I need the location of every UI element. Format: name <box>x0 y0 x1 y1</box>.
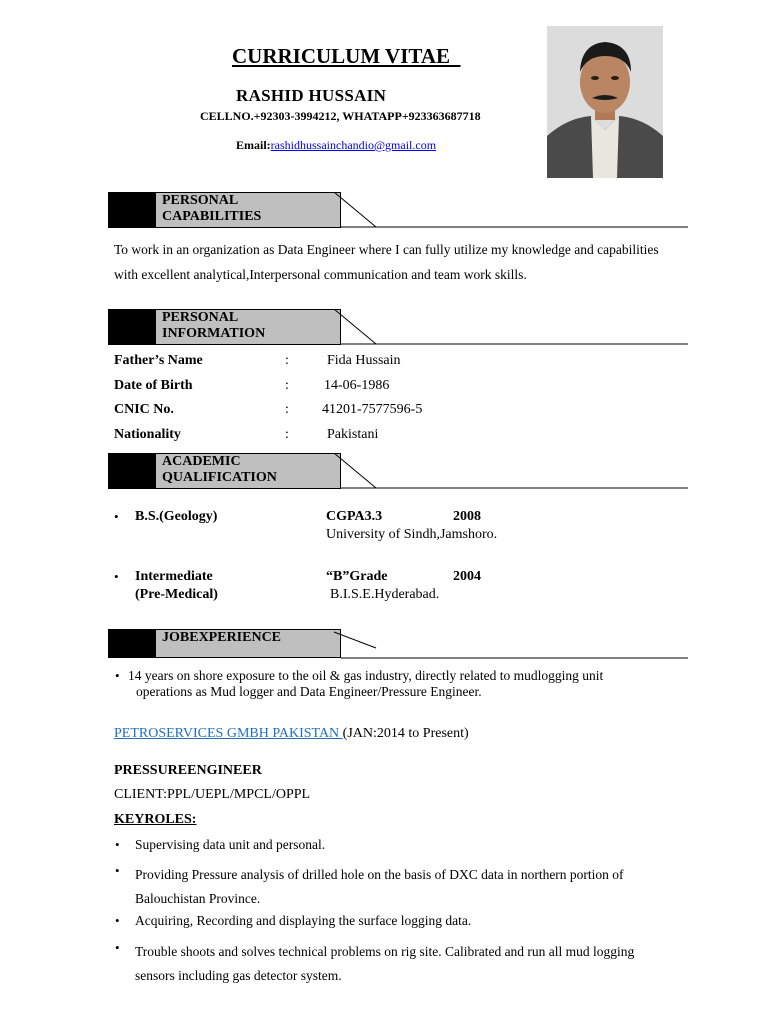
section-header-information <box>108 309 688 345</box>
job-role: PRESSUREENGINEER <box>114 763 262 778</box>
email-label: Email: <box>236 138 271 152</box>
academic-grade: CGPA3.3 <box>326 509 383 524</box>
employment-period: (JAN:2014 to Present) <box>342 726 469 741</box>
info-value: 41201-7577596-5 <box>322 402 423 417</box>
company-link[interactable]: PETROSERVICES GMBH PAKISTAN <box>114 726 343 741</box>
academic-grade: “B”Grade <box>326 569 388 584</box>
role-item: Acquiring, Recording and displaying the surface logging data. <box>135 913 472 928</box>
info-row-dob <box>114 378 674 398</box>
contact-email <box>236 138 436 153</box>
bullet-icon: • <box>115 668 120 683</box>
info-value: Fida Hussain <box>327 353 401 368</box>
bullet-icon: • <box>115 913 120 928</box>
info-value: 14-06-1986 <box>324 378 390 393</box>
cv-title: CURRICULUM VITAE <box>232 44 461 68</box>
section-divider <box>108 629 688 659</box>
profile-photo <box>547 26 663 178</box>
info-row-nationality <box>114 427 674 447</box>
bullet-icon: • <box>114 569 119 584</box>
section-divider <box>108 192 688 228</box>
role-item: Supervising data unit and personal. <box>135 837 326 852</box>
info-separator: : <box>285 378 289 393</box>
section-header-academic <box>108 453 688 489</box>
section-title: JOBEXPERIENCE <box>162 630 282 645</box>
candidate-name: RASHID HUSSAIN <box>236 86 387 105</box>
contact-phone: CELLNO.+92303-3994212, WHATAPP+923363687718 <box>200 109 481 123</box>
info-separator: : <box>285 353 289 368</box>
job-client: CLIENT:PPL/UEPL/MPCL/OPPL <box>114 787 311 802</box>
info-row-cnic <box>114 402 674 422</box>
section-title: PERSONAL INFORMATION <box>162 310 266 341</box>
info-label: Father’s Name <box>114 353 203 368</box>
academic-year: 2008 <box>453 509 481 524</box>
info-label: Date of Birth <box>114 378 193 393</box>
capabilities-paragraph: To work in an organization as Data Engineer where I can fully utilize my knowledge and capabilities with excellent analytical,Interpersonal communication and team work skills. <box>114 242 659 282</box>
info-label: CNIC No. <box>114 402 174 417</box>
section-divider <box>108 309 688 345</box>
academic-institute: B.I.S.E.Hyderabad. <box>330 587 440 602</box>
section-title: PERSONAL CAPABILITIES <box>162 193 262 224</box>
section-header-experience <box>108 629 688 659</box>
bullet-icon: • <box>115 863 120 878</box>
role-item: Trouble shoots and solves technical problems on rig site. Calibrated and run all mud logging sensors including gas detector system. <box>135 944 635 983</box>
section-title: ACADEMIC QUALIFICATION <box>162 454 277 485</box>
section-header-capabilities <box>108 192 688 228</box>
info-value: Pakistani <box>327 427 379 442</box>
academic-degree: B.S.(Geology) <box>135 509 218 524</box>
company-line <box>114 726 469 742</box>
info-separator: : <box>285 402 289 417</box>
bullet-icon: • <box>115 837 120 852</box>
info-label: Nationality <box>114 427 181 442</box>
keyroles-heading: KEYROLES: <box>114 812 197 827</box>
role-item: Providing Pressure analysis of drilled hole on the basis of DXC data in northern portion of Balouchistan Province. <box>135 867 624 906</box>
academic-degree-detail: (Pre-Medical) <box>135 587 218 602</box>
section-divider <box>108 453 688 489</box>
academic-institute: University of Sindh,Jamshoro. <box>326 527 498 542</box>
bullet-icon: • <box>115 940 120 955</box>
experience-summary: 14 years on shore exposure to the oil & gas industry, directly related to mudlogging unit operations as Mud logger and Data Engineer/Pressure Engineer. <box>128 668 604 699</box>
email-link[interactable]: rashidhussainchandio@gmail.com <box>270 138 437 152</box>
info-separator: : <box>285 427 289 442</box>
academic-degree: Intermediate <box>135 569 213 584</box>
info-row-father <box>114 353 674 373</box>
academic-year: 2004 <box>453 569 481 584</box>
bullet-icon: • <box>114 509 119 524</box>
